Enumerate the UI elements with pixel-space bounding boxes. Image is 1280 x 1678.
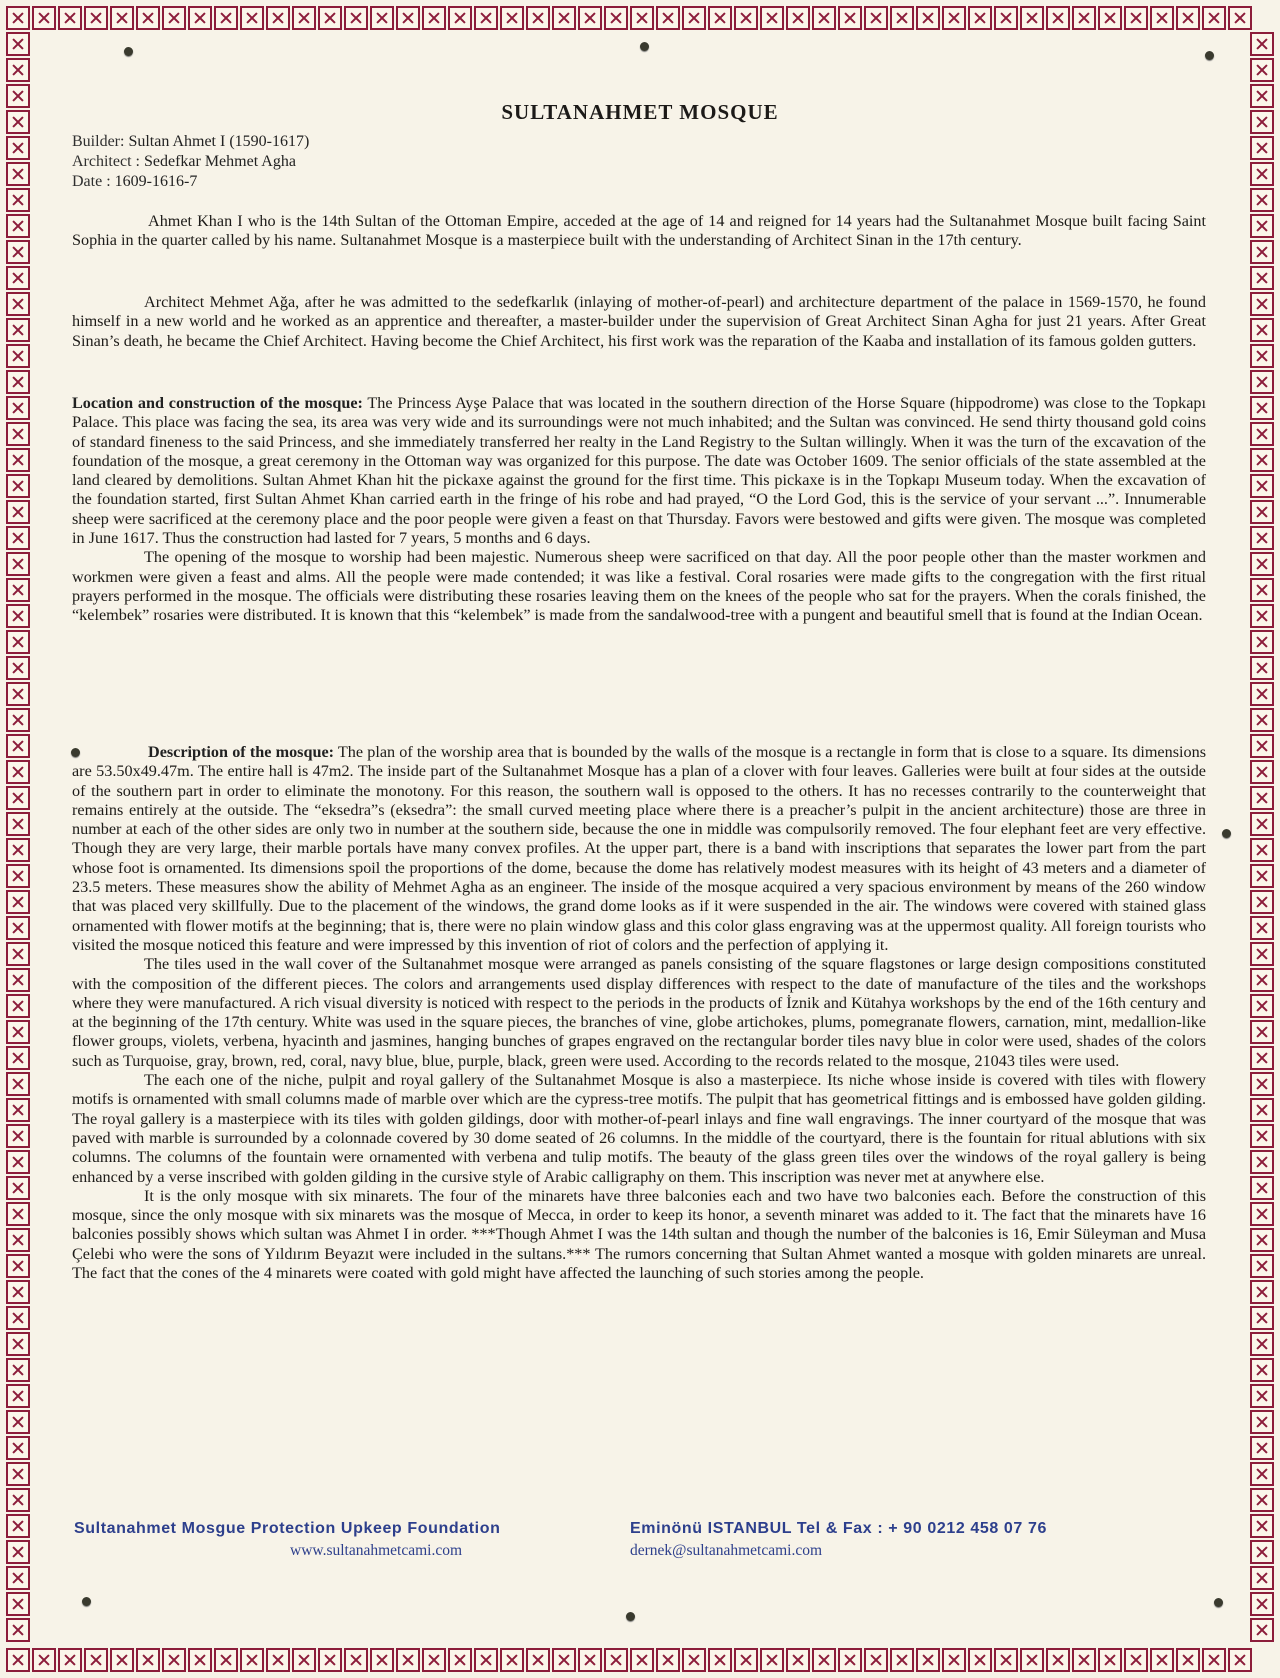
border-tile-icon <box>1250 1202 1274 1226</box>
border-tile-icon <box>1250 188 1274 212</box>
border-tile-icon <box>318 1648 342 1672</box>
section-text-location: The Princess Ayşe Palace that was located in the southern direction of the Horse Square (hippodrome) was close to the Topkapı Palace. This place was facing the sea, its area was very wide and its surroundings were not much inhabited; and the Sultan was convinced. He send thirty thousand gold coins of standard fineness to the said Princess, and she immediately transferred her realty in the Land Registry to the Sultan willingly. When it was the turn of the excavation of the foundation of the mosque, a great ceremony in the Ottoman way was organized for this purpose. The date was October 1609. The senior officials of the state assembled at the land cleared by demolitions. Sultan Ahmet Khan hit the pickaxe against the ground for the first time. This pickaxe is in the Topkapı Museum today. When the excavation of the foundation started, first Sultan Ahmet Khan carried earth in the fringe of his robe and had prayed, “O the Lord God, this is the service of your servant ...”. Innumerable sheep were sacrificed at the ceremony place and the poor people were given a feast on that Thursday. Favors were bestowed and gifts were given. The mosque was completed in June 1617. Thus the construction had lasted for 7 years, 5 months and 6 days. <box>72 394 1206 548</box>
border-tile-icon <box>708 1648 732 1672</box>
border-tile-icon <box>1176 6 1200 30</box>
border-tile-icon <box>1250 968 1274 992</box>
border-tile-icon <box>6 1150 30 1174</box>
paragraph-1: Ahmet Khan I who is the 14th Sultan of the Ottoman Empire, acceded at the age of 14 and reigned for 14 years had the Sultanahmet Mosque built facing Saint Sophia in the quarter called by his name. Sultanahmet Mosque is a masterpiece built with the understanding of Architect Sinan in the 17th century. <box>72 212 1206 250</box>
border-tile-icon <box>838 1648 862 1672</box>
border-tile-icon <box>734 6 758 30</box>
border-tile-icon <box>1250 1098 1274 1122</box>
border-tile-icon <box>1250 1462 1274 1486</box>
border-tile-icon <box>6 526 30 550</box>
border-tile-icon <box>812 6 836 30</box>
border-tile-icon <box>292 1648 316 1672</box>
border-tile-icon <box>1250 552 1274 576</box>
email-link[interactable]: dernek@sultanahmetcami.com <box>630 1542 823 1559</box>
website-link[interactable]: www.sultanahmetcami.com <box>290 1542 463 1559</box>
body-intro <box>72 212 1206 251</box>
border-tile-icon <box>578 1648 602 1672</box>
border-tile-icon <box>1250 1150 1274 1174</box>
border-tile-icon <box>1250 734 1274 758</box>
border-tile-icon <box>6 1566 30 1590</box>
border-tile-icon <box>188 1648 212 1672</box>
border-tile-icon <box>266 1648 290 1672</box>
contact-city-phone: Eminönü ISTANBUL Tel & Fax : + 90 0212 458 07 76 <box>630 1520 1047 1537</box>
border-tile-icon <box>6 604 30 628</box>
border-tile-icon <box>6 1410 30 1434</box>
border-tile-icon <box>6 1358 30 1382</box>
border-tile-icon <box>994 6 1018 30</box>
border-tile-icon <box>1250 1384 1274 1408</box>
border-tile-icon <box>1250 1592 1274 1616</box>
border-tile-icon <box>370 6 394 30</box>
border-tile-icon <box>6 994 30 1018</box>
border-tile-icon <box>6 292 30 316</box>
border-tile-icon <box>6 1176 30 1200</box>
meta-value: Sultan Ahmet I (1590-1617) <box>128 133 310 150</box>
meta-builder <box>72 132 309 152</box>
border-tile-icon <box>604 6 628 30</box>
border-tile-icon <box>6 318 30 342</box>
border-tile-icon <box>1250 1436 1274 1460</box>
border-tile-icon <box>1250 396 1274 420</box>
border-tile-icon <box>396 6 420 30</box>
border-tile-icon <box>6 1436 30 1460</box>
border-tile-icon <box>6 344 30 368</box>
border-tile-icon <box>6 500 30 524</box>
border-tile-icon <box>6 656 30 680</box>
border-tile-icon <box>6 812 30 836</box>
border-tile-icon <box>1250 760 1274 784</box>
border-tile-icon <box>422 6 446 30</box>
border-tile-icon <box>1250 370 1274 394</box>
body-location <box>72 394 1206 626</box>
border-tile-icon <box>6 968 30 992</box>
border-tile-icon <box>734 1648 758 1672</box>
section-heading-location: Location and construction of the mosque: <box>72 394 363 412</box>
border-tile-icon <box>942 6 966 30</box>
border-tile-icon <box>552 6 576 30</box>
border-tile-icon <box>552 1648 576 1672</box>
border-tile-icon <box>6 32 30 56</box>
border-tile-icon <box>370 1648 394 1672</box>
border-tile-icon <box>6 1648 30 1672</box>
border-tile-icon <box>6 1228 30 1252</box>
border-tile-icon <box>812 1648 836 1672</box>
border-tile-icon <box>708 6 732 30</box>
border-tile-icon <box>1250 838 1274 862</box>
border-tile-icon <box>214 6 238 30</box>
border-tile-icon <box>396 1648 420 1672</box>
border-tile-icon <box>1098 6 1122 30</box>
border-tile-icon <box>526 1648 550 1672</box>
border-tile-icon <box>1250 292 1274 316</box>
meta-value: Sedefkar Mehmet Agha <box>143 153 296 170</box>
border-tile-icon <box>1250 1046 1274 1070</box>
border-tile-icon <box>6 1098 30 1122</box>
paragraph-4: The opening of the mosque to worship had been majestic. Numerous sheep were sacrificed on that day. All the poor people other than the master workmen and workmen were given a feast and alms. All the people were made contended; it was like a festival. Coral rosaries were made gifts to the congregation with the first ritual prayers performed in the mosque. The officials were distributing these rosaries leaving them on the knees of the people who sat for the prayers. When the corals finished, the “kelembek” rosaries were distributed. It is known that this “kelembek” is made from the sandalwood-tree with a pungent and beautiful smell that is found at the Indian Ocean. <box>72 548 1206 625</box>
border-tile-icon <box>1228 6 1252 30</box>
border-tile-icon <box>84 1648 108 1672</box>
border-tile-icon <box>1072 6 1096 30</box>
paragraph-8: It is the only mosque with six minarets. The four of the minarets have three balconies each and two have two balconies each. Before the construction of this mosque, since the only mosque with six minarets was the mosque of Mecca, in order to keep its honor, a seventh minaret was added to it. The fact that the minarets have 16 balconies possibly shows which sultan was Ahmet I in order. ***Though Ahmet I was the 14th sultan and though the number of the balconies is 16, Emir Süleyman and Musa Çelebi who were the sons of Yıldırım Beyazıt were included in the sultans.*** The rumors concerning that Sultan Ahmet wanted a mosque with golden minarets are unreal. The fact that the cones of the 4 minarets were coated with gold might have affected the launching of such stories among the people. <box>72 1186 1206 1283</box>
border-tile-icon <box>1250 448 1274 472</box>
rivet-icon <box>640 42 649 51</box>
foundation-name: Sultanahmet Mosgue Protection Upkeep Foundation <box>74 1520 501 1537</box>
border-tile-icon <box>6 448 30 472</box>
border-tile-icon <box>318 6 342 30</box>
border-tile-icon <box>1250 604 1274 628</box>
border-tile-icon <box>32 6 56 30</box>
border-tile-icon <box>1250 890 1274 914</box>
border-tile-icon <box>6 58 30 82</box>
border-tile-icon <box>1250 136 1274 160</box>
border-tile-icon <box>6 422 30 446</box>
border-tile-icon <box>838 6 862 30</box>
border-tile-icon <box>1250 864 1274 888</box>
meta-value: 1609-1616-7 <box>114 173 198 190</box>
border-tile-icon <box>1124 1648 1148 1672</box>
border-tile-icon <box>1250 474 1274 498</box>
border-tile-icon <box>1250 266 1274 290</box>
border-tile-icon <box>916 6 940 30</box>
border-tile-icon <box>84 6 108 30</box>
border-tile-icon <box>1250 162 1274 186</box>
border-tile-icon <box>6 1384 30 1408</box>
border-tile-icon <box>1250 1358 1274 1382</box>
border-tile-icon <box>1250 708 1274 732</box>
border-tile-icon <box>448 1648 472 1672</box>
border-tile-icon <box>1250 1540 1274 1564</box>
border-tile-icon <box>1250 318 1274 342</box>
rivet-icon <box>1214 1598 1223 1607</box>
border-tile-icon <box>6 916 30 940</box>
border-tile-icon <box>6 1280 30 1304</box>
border-tile-icon <box>526 6 550 30</box>
border-tile-icon <box>6 578 30 602</box>
border-tile-icon <box>1202 1648 1226 1672</box>
border-tile-icon <box>6 1202 30 1226</box>
border-tile-icon <box>6 136 30 160</box>
border-tile-icon <box>6 1072 30 1096</box>
border-tile-icon <box>474 6 498 30</box>
border-tile-icon <box>1202 6 1226 30</box>
border-tile-icon <box>864 6 888 30</box>
border-tile-icon <box>760 1648 784 1672</box>
border-tile-icon <box>1250 1618 1274 1642</box>
rivet-icon <box>1205 51 1214 60</box>
border-tile-icon <box>890 1648 914 1672</box>
border-tile-icon <box>500 6 524 30</box>
border-tile-icon <box>630 1648 654 1672</box>
border-tile-icon <box>604 1648 628 1672</box>
paragraph-5 <box>72 743 1206 955</box>
border-tile-icon <box>6 890 30 914</box>
border-tile-icon <box>1250 812 1274 836</box>
border-tile-icon <box>162 1648 186 1672</box>
border-tile-icon <box>656 1648 680 1672</box>
border-tile-icon <box>1250 1306 1274 1330</box>
border-tile-icon <box>6 734 30 758</box>
border-tile-icon <box>1250 422 1274 446</box>
border-tile-icon <box>1250 1254 1274 1278</box>
border-tile-icon <box>110 6 134 30</box>
border-tile-icon <box>6 266 30 290</box>
border-tile-icon <box>1250 1280 1274 1304</box>
border-tile-icon <box>6 552 30 576</box>
border-tile-icon <box>474 1648 498 1672</box>
border-tile-icon <box>6 1514 30 1538</box>
rivet-icon <box>1222 829 1231 838</box>
meta-date <box>72 172 309 192</box>
border-tile-icon <box>6 1618 30 1642</box>
border-tile-icon <box>6 1540 30 1564</box>
border-tile-icon <box>32 1648 56 1672</box>
border-tile-icon <box>6 6 30 30</box>
border-tile-icon <box>682 6 706 30</box>
border-tile-icon <box>1250 214 1274 238</box>
border-tile-icon <box>864 1648 888 1672</box>
border-tile-icon <box>58 6 82 30</box>
border-tile-icon <box>6 1124 30 1148</box>
border-tile-icon <box>6 162 30 186</box>
border-tile-icon <box>760 6 784 30</box>
border-tile-icon <box>890 6 914 30</box>
border-tile-icon <box>786 6 810 30</box>
border-tile-icon <box>6 708 30 732</box>
rivet-icon <box>124 47 133 56</box>
border-tile-icon <box>1228 1648 1252 1672</box>
paragraph-2: Architect Mehmet Ağa, after he was admitted to the sedefkarlık (inlaying of mother-of-pearl) and architecture department of the palace in 1569-1570, he found himself in a new world and he worked as an apprentice and thereafter, a master-builder under the supervision of Great Architect Sinan Agha for just 21 years. After Great Sinan’s death, he became the Chief Architect. Having become the Chief Architect, his first work was the reparation of the Kaaba and installation of its famous golden gutters. <box>72 293 1206 350</box>
rivet-icon <box>82 1597 91 1606</box>
border-tile-icon <box>994 1648 1018 1672</box>
border-tile-icon <box>1250 526 1274 550</box>
border-tile-icon <box>1250 500 1274 524</box>
paragraph-3 <box>72 394 1206 548</box>
border-tile-icon <box>1250 240 1274 264</box>
border-tile-icon <box>1250 916 1274 940</box>
meta-key: Date : <box>72 173 111 190</box>
border-tile-icon <box>1250 994 1274 1018</box>
section-text-description: The plan of the worship area that is bounded by the walls of the mosque is a rectangle in form that is close to a square. Its dimensions are 53.50x49.47m. The entire hall is 47m2. The inside part of the Sultanahmet Mosque has a plan of a clover with four leaves. Galleries were built at four sides at the outside of the southern part in order to eliminate the monotony. For this reason, the southern wall is opposed to the others. It has no recesses contrarily to the counterweight that remains entirely at the outside. The “eksedra”s (eksedra”: the small curved meeting place where there is a preacher’s pulpit in the ancient architecture) those are three in number at each of the other sides are only two in number at the southern side, because the one in middle was compulsorily removed. The four elephant feet are very effective. Though they are very large, their marble portals have many convex profiles. At the upper part, there is a band with inscriptions that separates the lower part from the part whose foot is ornamented. Its dimensions spoil the proportions of the dome, because the dome has relatively modest measures with its height of 43 meters and a diameter of 23.5 meters. These measures show the ability of Mehmet Agha as an engineer. The inside of the mosque acquired a very spacious environment by means of the 260 window that was placed very skillfully. Due to the placement of the windows, the grand dome looks as if it were suspended in the air. The windows were covered with stained glass ornamented with flower motifs at the beginning; that is, there were no plain window glass and this color glass engraving was at the uppermost quality. All foreign tourists who visited the mosque noticed this feature and were impressed by this invention of riot of colors and the perfection of applying it. <box>72 743 1206 954</box>
border-tile-icon <box>6 474 30 498</box>
border-tile-icon <box>1250 656 1274 680</box>
border-tile-icon <box>1020 1648 1044 1672</box>
border-tile-icon <box>136 6 160 30</box>
border-tile-icon <box>162 6 186 30</box>
body-description <box>72 743 1206 1283</box>
border-tile-icon <box>344 6 368 30</box>
border-tile-icon <box>1250 1566 1274 1590</box>
border-tile-icon <box>968 1648 992 1672</box>
border-tile-icon <box>422 1648 446 1672</box>
border-tile-icon <box>6 1020 30 1044</box>
border-tile-icon <box>1250 1514 1274 1538</box>
border-tile-icon <box>6 1306 30 1330</box>
border-tile-icon <box>6 214 30 238</box>
border-tile-icon <box>240 6 264 30</box>
border-tile-icon <box>6 838 30 862</box>
border-tile-icon <box>1250 682 1274 706</box>
border-tile-icon <box>1250 1176 1274 1200</box>
border-tile-icon <box>1250 1410 1274 1434</box>
border-tile-icon <box>916 1648 940 1672</box>
border-tile-icon <box>1072 1648 1096 1672</box>
border-tile-icon <box>1124 6 1148 30</box>
border-tile-icon <box>1150 6 1174 30</box>
border-tile-icon <box>6 1592 30 1616</box>
border-tile-icon <box>6 370 30 394</box>
border-tile-icon <box>6 188 30 212</box>
border-tile-icon <box>240 1648 264 1672</box>
body-architect <box>72 293 1206 351</box>
border-tile-icon <box>1250 58 1274 82</box>
border-tile-icon <box>1250 1332 1274 1356</box>
border-tile-icon <box>136 1648 160 1672</box>
meta-key: Architect : <box>72 153 140 170</box>
paragraph-7: The each one of the niche, pulpit and royal gallery of the Sultanahmet Mosque is also a masterpiece. Its niche whose inside is covered with tiles with flowery motifs is ornamented with small columns made of marble over which are the cypress-tree motifs. The pulpit that has geometrical fittings and is embossed have golden gilding. The royal gallery is a masterpiece with its tiles with golden gildings, door with mother-of-pearl inlays and fine wall engravings. The inner courtyard of the mosque that was paved with marble is surrounded by a colonnade covered by 30 dome seated of 26 columns. In the middle of the courtyard, there is the fountain for ritual ablutions with six columns. The columns of the fountain were ornamented with verbena and tulip motifs. The beauty of the glass green tiles over the windows of the royal gallery is being enhanced by a verse inscribed with golden gilding in the cursive style of Arabic calligraphy on them. This inscription was never met at anywhere else. <box>72 1071 1206 1186</box>
border-tile-icon <box>1250 344 1274 368</box>
border-tile-icon <box>1250 1072 1274 1096</box>
border-tile-icon <box>6 682 30 706</box>
paragraph-6: The tiles used in the wall cover of the Sultanahmet mosque were arranged as panels consisting of the square flagstones or large design compositions constituted with the composition of the different pieces. The colors and arrangements used display differences with respect to the date of manufacture of the tiles and the workshops where they were manufactured. A rich visual diversity is noticed with respect to the periods in the products of İznik and Kütahya workshops by the end of the 16th century and at the beginning of the 17th century. White was used in the square pieces, the branches of vine, globe artichokes, plums, pomegranate flowers, carnation, mint, medallion-like flower groups, violets, verbena, hyacinth and jasmines, hanging bunches of grapes engraved on the rectangular border tiles navy blue in color were used, shades of the colors such as Turquoise, gray, brown, red, coral, navy blue, blue, purple, black, green were used. According to the records related to the mosque, 21043 tiles were used. <box>72 955 1206 1070</box>
border-tile-icon <box>1150 1648 1174 1672</box>
border-tile-icon <box>1176 1648 1200 1672</box>
border-tile-icon <box>1046 1648 1070 1672</box>
border-tile-icon <box>1250 1124 1274 1148</box>
border-tile-icon <box>500 1648 524 1672</box>
border-tile-icon <box>1250 786 1274 810</box>
border-tile-icon <box>58 1648 82 1672</box>
meta-architect <box>72 152 309 172</box>
border-tile-icon <box>344 1648 368 1672</box>
border-tile-icon <box>6 1462 30 1486</box>
border-tile-icon <box>6 1332 30 1356</box>
border-tile-icon <box>1250 942 1274 966</box>
border-tile-icon <box>1250 1020 1274 1044</box>
border-tile-icon <box>1046 6 1070 30</box>
border-tile-icon <box>1250 1488 1274 1512</box>
border-tile-icon <box>214 1648 238 1672</box>
border-tile-icon <box>1250 32 1274 56</box>
border-tile-icon <box>6 760 30 784</box>
border-tile-icon <box>292 6 316 30</box>
section-heading-description: Description of the mosque: <box>148 743 335 761</box>
border-tile-icon <box>6 630 30 654</box>
border-tile-icon <box>448 6 472 30</box>
meta-block <box>72 132 309 192</box>
border-tile-icon <box>1250 578 1274 602</box>
border-tile-icon <box>188 6 212 30</box>
border-tile-icon <box>6 396 30 420</box>
border-tile-icon <box>266 6 290 30</box>
border-tile-icon <box>6 942 30 966</box>
border-tile-icon <box>786 1648 810 1672</box>
border-tile-icon <box>1020 6 1044 30</box>
border-tile-icon <box>6 786 30 810</box>
border-tile-icon <box>578 6 602 30</box>
border-tile-icon <box>968 6 992 30</box>
border-tile-icon <box>1098 1648 1122 1672</box>
border-tile-icon <box>6 240 30 264</box>
border-tile-icon <box>6 1488 30 1512</box>
border-tile-icon <box>1250 630 1274 654</box>
border-tile-icon <box>6 864 30 888</box>
border-tile-icon <box>6 1046 30 1070</box>
border-tile-icon <box>110 1648 134 1672</box>
border-tile-icon <box>942 1648 966 1672</box>
border-tile-icon <box>1250 1228 1274 1252</box>
rivet-icon <box>626 1612 635 1621</box>
border-tile-icon <box>6 1254 30 1278</box>
border-tile-icon <box>682 1648 706 1672</box>
border-tile-icon <box>630 6 654 30</box>
border-tile-icon <box>656 6 680 30</box>
page-title: SULTANAHMET MOSQUE <box>501 100 779 124</box>
meta-key: Builder: <box>72 133 125 150</box>
